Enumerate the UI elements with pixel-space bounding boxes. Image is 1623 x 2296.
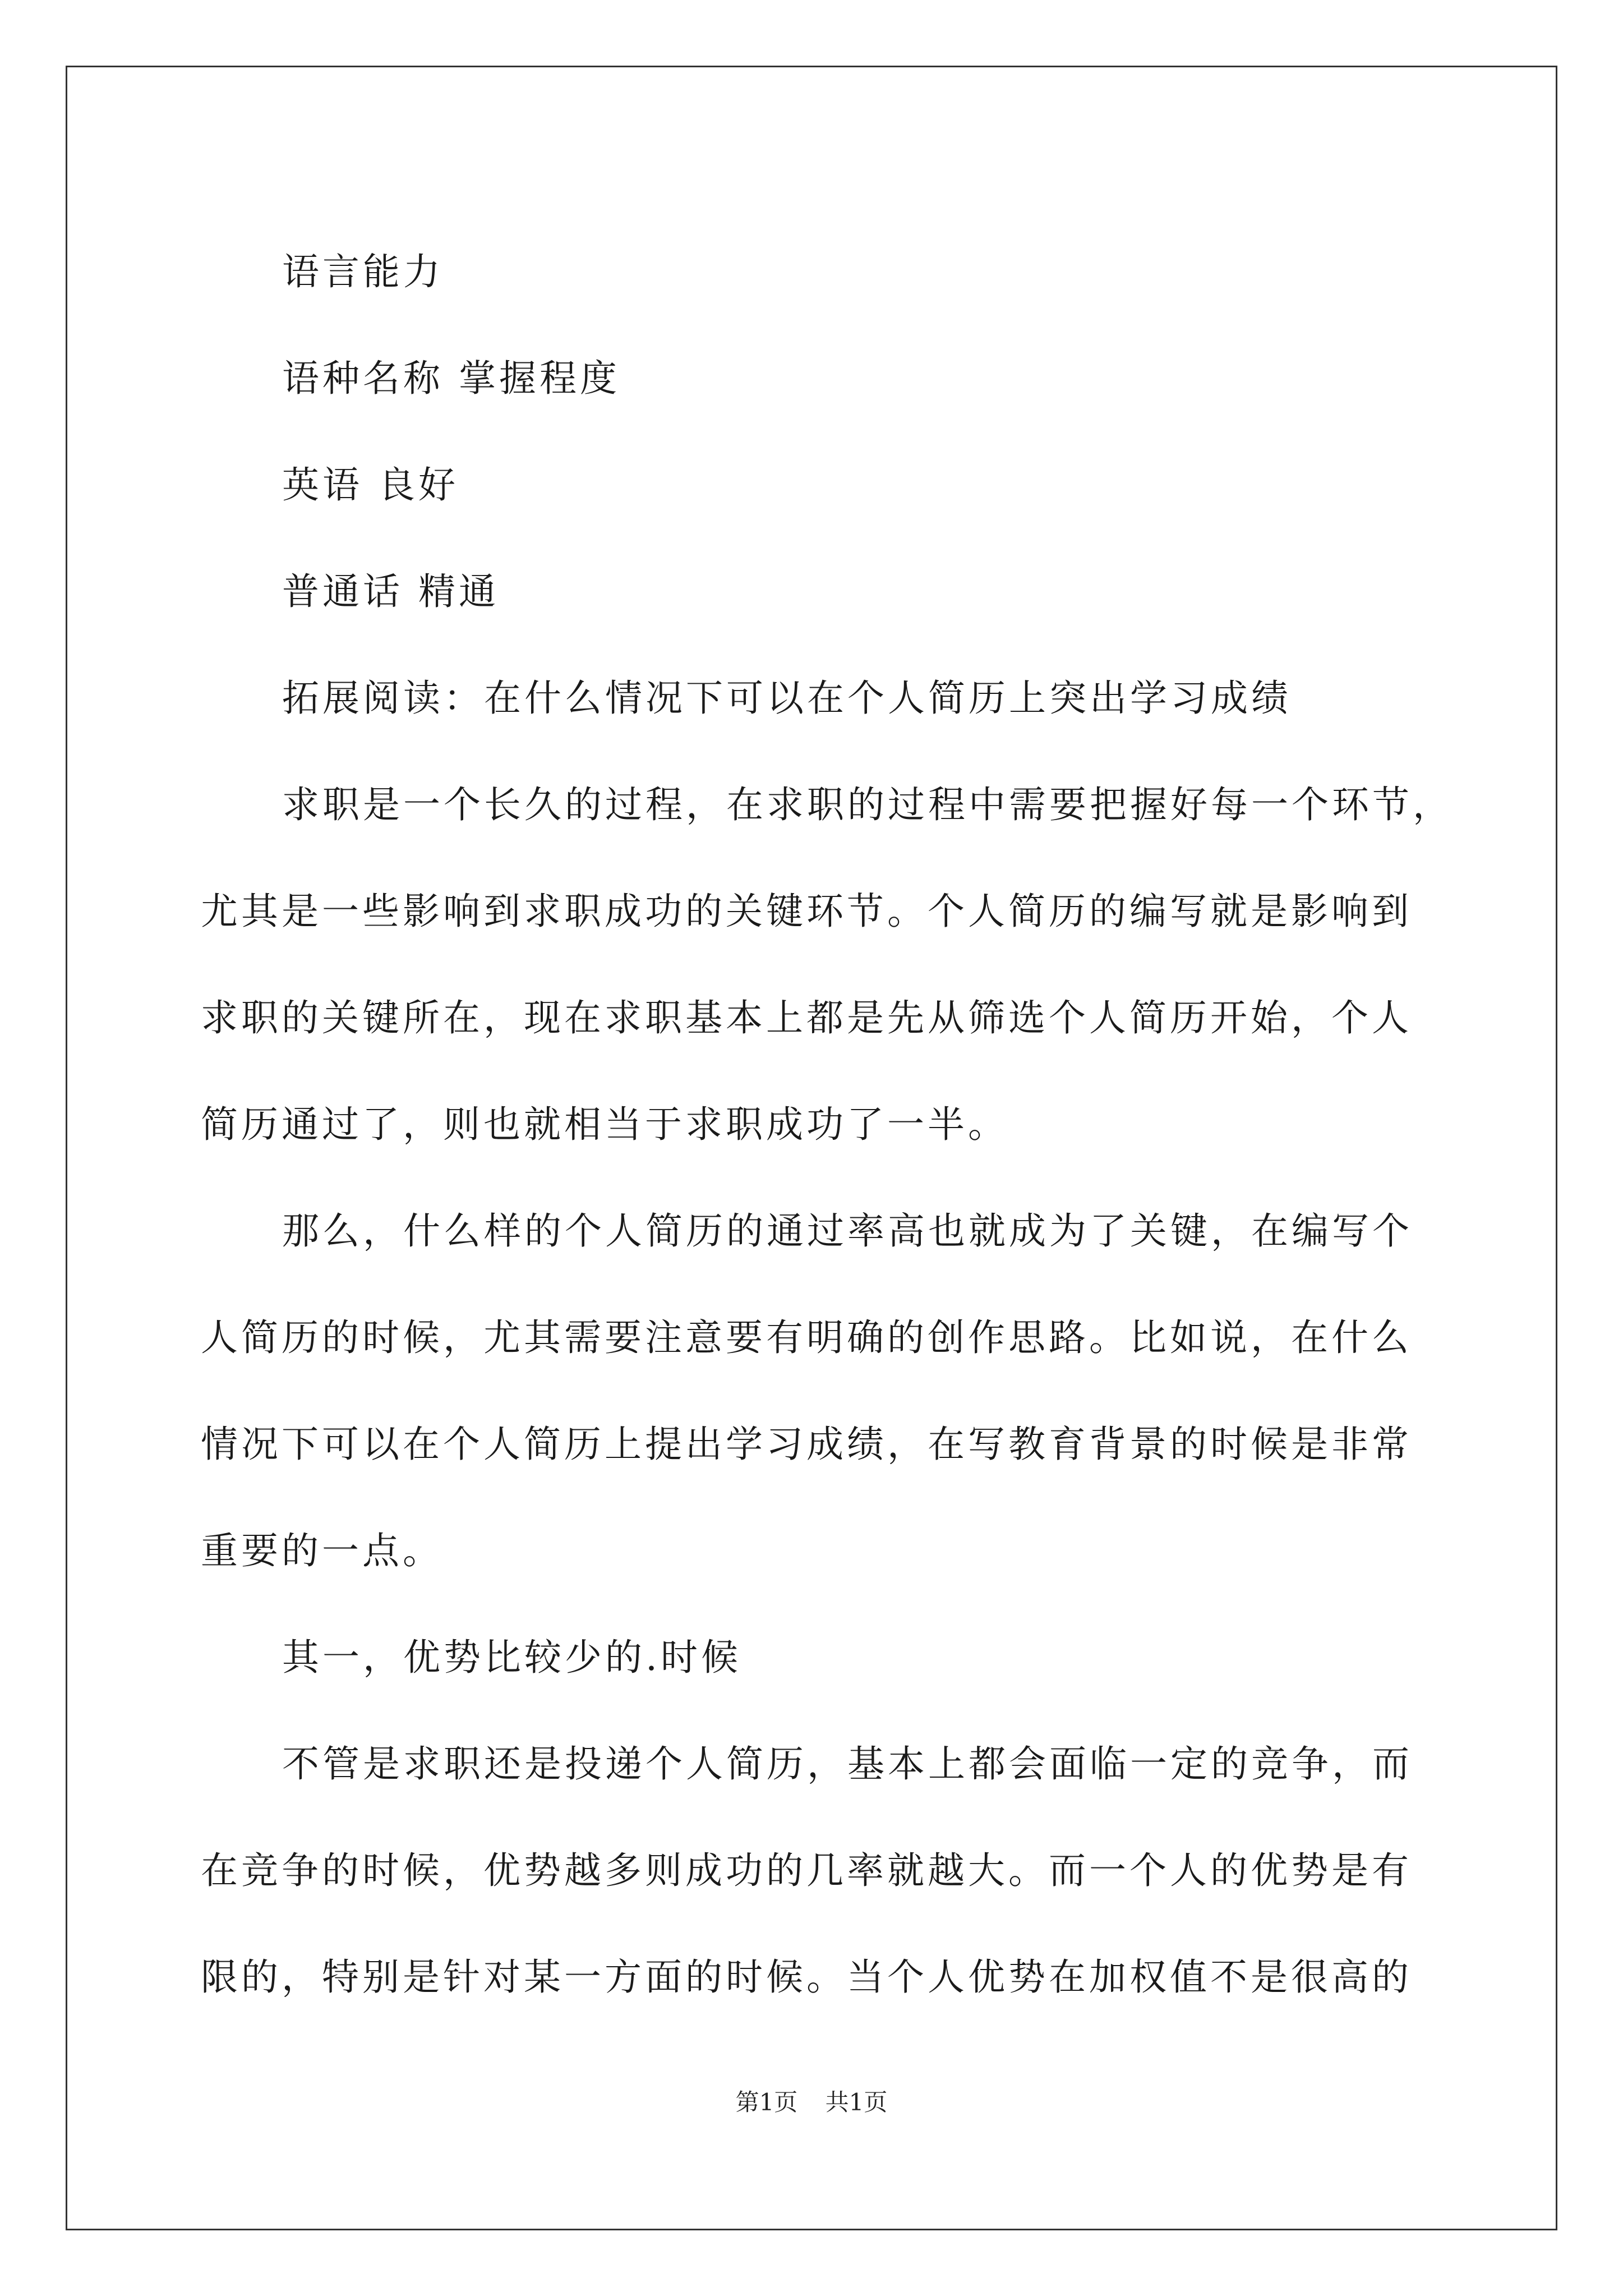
text-line: 在竞争的时候，优势越多则成功的几率就越大。而一个人的优势是有 <box>201 1849 1412 1892</box>
text-line: 简历通过了，则也就相当于求职成功了一半。 <box>201 1103 1008 1146</box>
text-line: 求职的关键所在，现在求职基本上都是先从筛选个人简历开始，个人 <box>201 996 1412 1039</box>
page-footer <box>0 2086 1623 2119</box>
text-line: 求职是一个长久的过程，在求职的过程中需要把握好每一个环节， <box>282 783 1453 826</box>
text-line: 英语 良好 <box>282 463 459 507</box>
text-line: 其一，优势比较少的.时候 <box>282 1636 741 1679</box>
page-number: 第1页 <box>735 2088 798 2116</box>
text-line: 语种名称 掌握程度 <box>282 357 620 400</box>
text-line: 人简历的时候，尤其需要注意要有明确的创作思路。比如说，在什么 <box>201 1316 1412 1359</box>
document-body <box>201 219 1453 2031</box>
text-line: 不管是求职还是投递个人简历，基本上都会面临一定的竞争，而 <box>282 1742 1413 1786</box>
text-line: 尤其是一些影响到求职成功的关键环节。个人简历的编写就是影响到 <box>201 890 1412 933</box>
text-line: 重要的一点。 <box>201 1529 443 1572</box>
text-line: 情况下可以在个人简历上提出学习成绩，在写教育背景的时候是非常 <box>201 1423 1412 1466</box>
text-line: 语言能力 <box>282 250 444 293</box>
text-line: 那么，什么样的个人简历的通过率高也就成为了关键，在编写个 <box>282 1209 1413 1253</box>
page-count: 共1页 <box>825 2088 888 2116</box>
text-line: 拓展阅读：在什么情况下可以在个人简历上突出学习成绩 <box>282 677 1292 720</box>
text-line: 普通话 精通 <box>282 570 499 613</box>
text-line: 限的，特别是针对某一方面的时候。当个人优势在加权值不是很高的 <box>201 1955 1412 1999</box>
